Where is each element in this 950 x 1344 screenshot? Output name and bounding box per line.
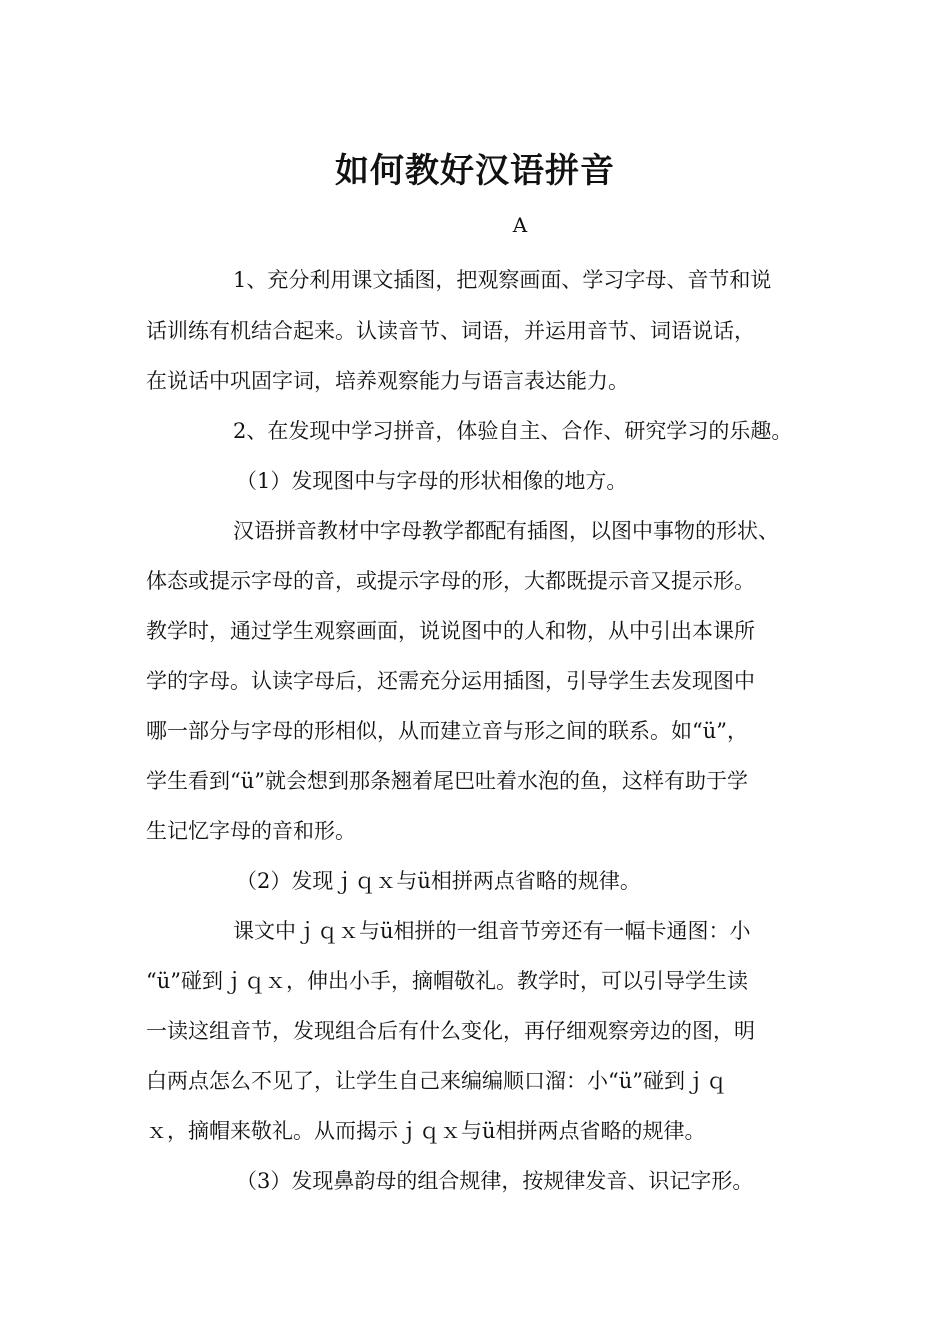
paragraph-line: 学的字母。认读字母后，还需充分运用插图，引导学生去发现图中: [146, 669, 755, 693]
paragraph-line: （1）发现图中与字母的形状相像的地方。: [236, 469, 628, 493]
paragraph-line: “ü”碰到ｊｑｘ，伸出小手，摘帽敬礼。教学时，可以引导学生读: [146, 969, 748, 993]
paragraph-line: （2）发现ｊｑｘ与ü相拼两点省略的规律。: [236, 869, 641, 893]
paragraph-line: 一读这组音节，发现组合后有什么变化，再仔细观察旁边的图，明: [146, 1019, 755, 1043]
paragraph-line: 体态或提示字母的音，或提示字母的形，大都既提示音又提示形。: [146, 569, 755, 593]
paragraph-line: 话训练有机结合起来。认读音节、词语，并运用音节、词语说话，: [146, 319, 755, 343]
paragraph-line: 白两点怎么不见了，让学生自己来编编顺口溜：小“ü”碰到ｊｑ: [146, 1069, 727, 1093]
paragraph-line: 2、在发现中学习拼音，体验自主、合作、研究学习的乐趣。: [233, 419, 793, 443]
document-author: A: [512, 213, 528, 237]
paragraph-line: 学生看到“ü”就会想到那条翘着尾巴吐着水泡的鱼，这样有助于学: [146, 769, 748, 793]
paragraph-line: （3）发现鼻韵母的组合规律，按规律发音、识记字形。: [236, 1169, 754, 1193]
paragraph-line: 1、充分利用课文插图，把观察画面、学习字母、音节和说: [233, 268, 772, 292]
document-title: 如何教好汉语拼音: [335, 151, 615, 191]
paragraph-line: 课文中ｊｑｘ与ü相拼的一组音节旁还有一幅卡通图：小: [233, 919, 751, 943]
paragraph-line: 汉语拼音教材中字母教学都配有插图，以图中事物的形状、: [233, 519, 779, 543]
paragraph-line: ｘ，摘帽来敬礼。从而揭示ｊｑｘ与ü相拼两点省略的规律。: [146, 1119, 706, 1143]
paragraph-line: 哪一部分与字母的形相似，从而建立音与形之间的联系。如“ü”，: [146, 719, 748, 743]
paragraph-line: 生记忆字母的音和形。: [146, 819, 356, 843]
paragraph-line: 在说话中巩固字词，培养观察能力与语言表达能力。: [146, 369, 629, 393]
paragraph-line: 教学时，通过学生观察画面，说说图中的人和物，从中引出本课所: [146, 619, 755, 643]
